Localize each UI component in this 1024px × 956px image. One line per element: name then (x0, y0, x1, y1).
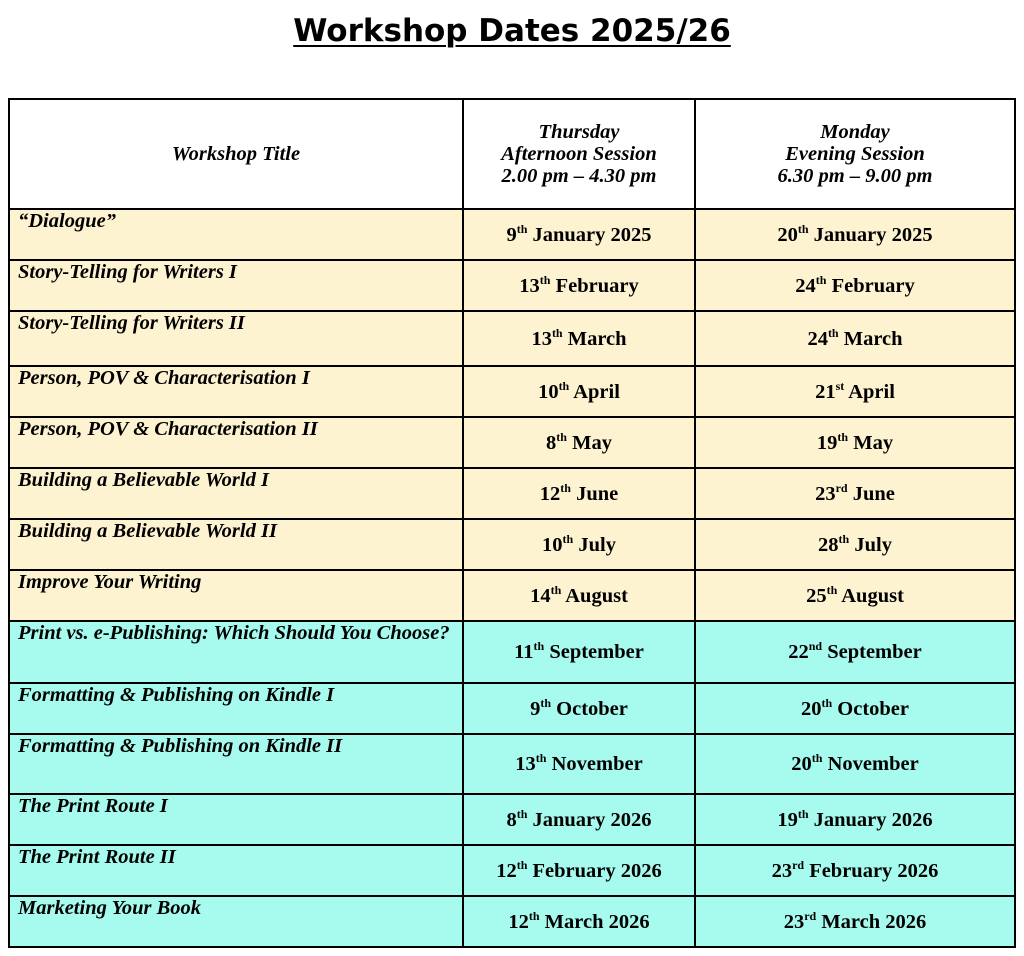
workshop-title-cell: Building a Believable World I (9, 468, 463, 519)
header-thursday-day: Thursday (538, 121, 620, 143)
workshop-title-cell: Story-Telling for Writers II (9, 311, 463, 366)
header-monday-day: Monday (820, 121, 890, 143)
workshop-title-cell: The Print Route II (9, 845, 463, 896)
table-row (9, 845, 1015, 896)
monday-date-cell: 19th May (695, 417, 1015, 468)
monday-date-cell: 28th July (695, 519, 1015, 570)
table-row (9, 734, 1015, 794)
header-monday-session (695, 99, 1015, 209)
thursday-date-cell: 11th September (463, 621, 695, 683)
thursday-date-cell: 9th January 2025 (463, 209, 695, 260)
workshop-title-cell: Marketing Your Book (9, 896, 463, 947)
page-title-text: Workshop Dates 2025/26 (293, 13, 731, 49)
page-title (0, 8, 1024, 54)
thursday-date-cell: 9th October (463, 683, 695, 734)
table-row (9, 621, 1015, 683)
table-row (9, 366, 1015, 417)
monday-date-cell: 23rd June (695, 468, 1015, 519)
thursday-date-cell: 13th November (463, 734, 695, 794)
monday-date-cell: 24th March (695, 311, 1015, 366)
monday-date-cell: 24th February (695, 260, 1015, 311)
thursday-date-cell: 8th January 2026 (463, 794, 695, 845)
workshop-title-cell: Person, POV & Characterisation I (9, 366, 463, 417)
thursday-date-cell: 13th March (463, 311, 695, 366)
table-header-row (9, 99, 1015, 209)
thursday-date-cell: 10th April (463, 366, 695, 417)
thursday-date-cell: 10th July (463, 519, 695, 570)
table-row (9, 209, 1015, 260)
thursday-date-cell: 12th February 2026 (463, 845, 695, 896)
monday-date-cell: 19th January 2026 (695, 794, 1015, 845)
monday-date-cell: 20th November (695, 734, 1015, 794)
workshop-title-cell: Person, POV & Characterisation II (9, 417, 463, 468)
thursday-date-cell: 12th June (463, 468, 695, 519)
table-row (9, 570, 1015, 621)
workshop-title-cell: The Print Route I (9, 794, 463, 845)
workshop-title-cell: Formatting & Publishing on Kindle II (9, 734, 463, 794)
table-row (9, 794, 1015, 845)
monday-date-cell: 20th October (695, 683, 1015, 734)
thursday-date-cell: 13th February (463, 260, 695, 311)
monday-date-cell: 23rd February 2026 (695, 845, 1015, 896)
monday-date-cell: 23rd March 2026 (695, 896, 1015, 947)
header-thursday-session-label: Afternoon Session (501, 143, 657, 165)
workshop-title-cell: Print vs. e-Publishing: Which Should You Choose? (9, 621, 463, 683)
header-thursday-session (463, 99, 695, 209)
table-row (9, 683, 1015, 734)
table-row (9, 896, 1015, 947)
table-row (9, 417, 1015, 468)
workshop-title-cell: Story-Telling for Writers I (9, 260, 463, 311)
monday-date-cell: 20th January 2025 (695, 209, 1015, 260)
monday-date-cell: 21st April (695, 366, 1015, 417)
monday-date-cell: 22nd September (695, 621, 1015, 683)
workshop-title-cell: Formatting & Publishing on Kindle I (9, 683, 463, 734)
table-row (9, 260, 1015, 311)
header-monday-session-label: Evening Session (785, 143, 925, 165)
workshop-title-cell: “Dialogue” (9, 209, 463, 260)
table-row (9, 311, 1015, 366)
workshop-title-cell: Building a Believable World II (9, 519, 463, 570)
header-monday-time: 6.30 pm – 9.00 pm (777, 165, 933, 187)
monday-date-cell: 25th August (695, 570, 1015, 621)
workshop-schedule-table (8, 98, 1016, 948)
header-workshop-title: Workshop Title (9, 99, 463, 209)
table-row (9, 519, 1015, 570)
thursday-date-cell: 14th August (463, 570, 695, 621)
thursday-date-cell: 12th March 2026 (463, 896, 695, 947)
header-thursday-time: 2.00 pm – 4.30 pm (501, 165, 657, 187)
workshop-title-cell: Improve Your Writing (9, 570, 463, 621)
table-row (9, 468, 1015, 519)
thursday-date-cell: 8th May (463, 417, 695, 468)
